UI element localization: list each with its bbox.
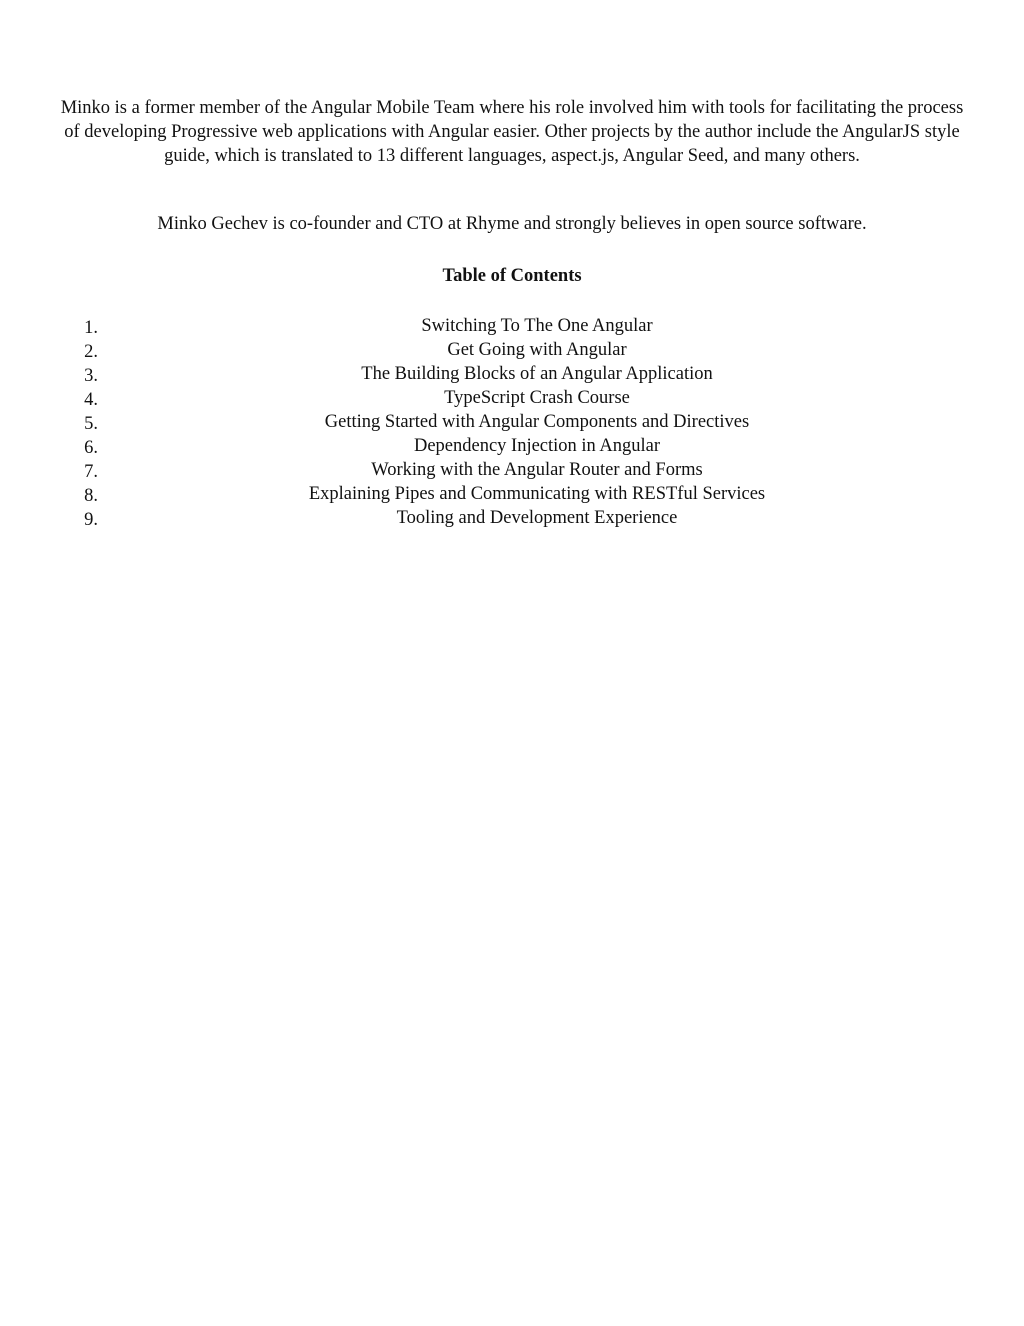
toc-heading: Table of Contents — [442, 266, 582, 286]
toc-item — [0, 506, 1024, 530]
toc-item-title: Working with the Angular Router and Forms — [371, 460, 703, 480]
toc-item-number: 1. — [84, 318, 98, 338]
toc-item-title: Switching To The One Angular — [421, 316, 653, 336]
toc-item — [0, 482, 1024, 506]
author-bio-paragraph: Minko is a former member of the Angular Mobile Team where his role involved him with tools for facilitating the process of developing Progressive web applications with Angular easier. Other projects by the author include the AngularJS style guide, which is translated to 13 different languages, aspect.js, Angular Seed, and many others. — [60, 98, 964, 166]
author-role-paragraph: Minko Gechev is co-founder and CTO at Rhyme and strongly believes in open source software. — [157, 214, 867, 234]
toc-item-number: 2. — [84, 342, 98, 362]
toc-item-title: Get Going with Angular — [447, 340, 627, 360]
toc-item — [0, 314, 1024, 338]
toc-item-title: TypeScript Crash Course — [444, 388, 630, 408]
toc-item-number: 6. — [84, 438, 98, 458]
toc-item-number: 7. — [84, 462, 98, 482]
toc-item-number: 5. — [84, 414, 98, 434]
toc-list — [0, 314, 1024, 530]
toc-item-number: 9. — [84, 510, 98, 530]
toc-item-title: Getting Started with Angular Components and Directives — [324, 412, 750, 432]
toc-item-title: Tooling and Development Experience — [396, 508, 678, 528]
toc-item-number: 3. — [84, 366, 98, 386]
toc-item — [0, 338, 1024, 362]
toc-item — [0, 434, 1024, 458]
toc-item — [0, 410, 1024, 434]
toc-item-title: Dependency Injection in Angular — [413, 436, 661, 456]
toc-item — [0, 386, 1024, 410]
toc-item-number: 4. — [84, 390, 98, 410]
toc-item-number: 8. — [84, 486, 98, 506]
toc-item-title: The Building Blocks of an Angular Application — [361, 364, 713, 384]
toc-item — [0, 458, 1024, 482]
toc-item-title: Explaining Pipes and Communicating with RESTful Services — [308, 484, 766, 504]
toc-item — [0, 362, 1024, 386]
